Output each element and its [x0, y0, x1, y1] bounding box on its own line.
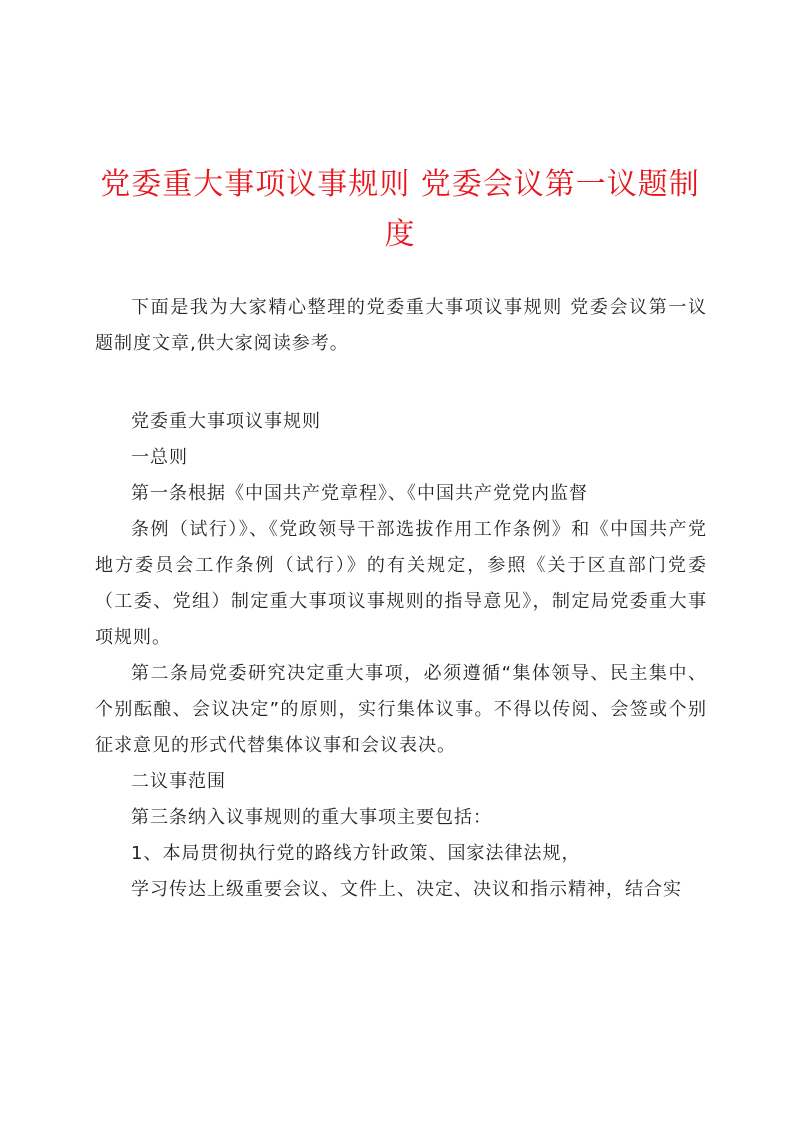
document-body	[95, 290, 707, 908]
scope-item-1-continuation: 学习传达上级重要会议、文件上、决定、决议和指示精神，结合实	[131, 879, 682, 900]
intro-paragraph: 下面是我为大家精心整理的党委重大事项议事规则 党委会议第一议题制度文章,供大家阅读参考。	[95, 297, 707, 354]
article-1-continuation: 条例（试行）》、《党政领导干部选拔作用工作条例》和《中国共产党地方委员会工作条例（试行）》的有关规定，参照《关于区直部门党委（工委、党组）制定重大事项议事规则的指导意见》，制定局党委重大事项规则。	[95, 519, 707, 648]
paragraph-gap	[95, 362, 707, 404]
article-1-line-1: 第一条根据《中国共产党章程》、《中国共产党党内监督	[131, 483, 588, 504]
document-title: 党委重大事项议事规则 党委会议第一议题制度	[100, 167, 700, 252]
scope-item-1: 1、本局贯彻执行党的路线方针政策、国家法律法规，	[131, 843, 581, 864]
chapter-heading-scope: 二议事范围	[131, 771, 226, 792]
section-heading-rules: 党委重大事项议事规则	[131, 411, 321, 432]
article-3: 第三条纳入议事规则的重大事项主要包括：	[131, 807, 492, 828]
chapter-heading-general: 一总则	[131, 447, 188, 468]
article-2: 第二条局党委研究决定重大事项，必须遵循“集体领导、民主集中、个别酝酿、会议决定”的原则，实行集体议事。不得以传阅、会签或个别征求意见的形式代替集体议事和会议表决。	[95, 663, 707, 756]
